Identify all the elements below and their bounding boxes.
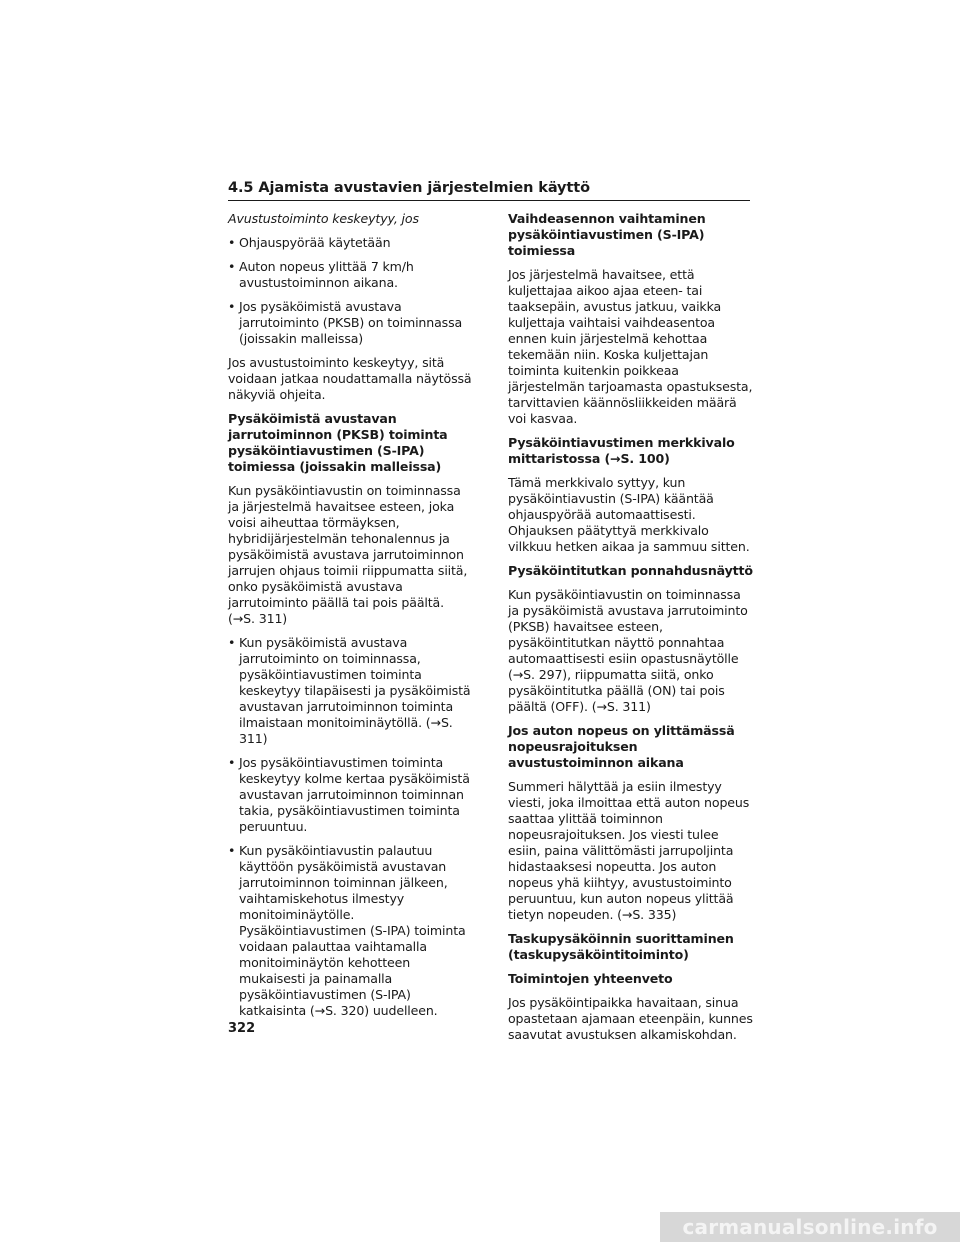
section-title: 4.5 Ajamista avustavien järjestelmien käyttö	[228, 180, 590, 196]
paragraph: Kun pysäköintiavustin on toiminnassa ja järjestelmä havaitsee esteen, joka voisi aiheuttaa törmäyksen, hybridijärjestelmän tehonalennus ja pysäköimistä avustava jarrutoiminnon jarrujen ohjaus toimii riippumatta siitä, onko pysäköimistä avustava jarrutoiminto päällä tai pois päältä. (→S. 311)	[228, 483, 468, 626]
page-number: 322	[228, 1021, 256, 1036]
paragraph: Summeri hälyttää ja esiin ilmestyy viesti, joka ilmoittaa että auton nopeus saattaa ylittää toiminnon nopeusrajoituksen. Jos viesti tulee esiin, paina välittömästi jarrupoljinta hidastaaksesi nopeutta. Jos auton nopeus yhä kiihtyy, avustustoiminto peruuntuu, kun auton nopeus ylittää tietyn nopeuden. (→S. 335)	[508, 779, 750, 922]
list-item: • Jos pysäköimistä avustava jarrutoiminto (PKSB) on toiminnassa (joissakin malleissa)	[228, 299, 474, 347]
subheading-indicator: Pysäköintiavustimen merkkivalo mittaristossa (→S. 100)	[508, 435, 735, 466]
subheading-radar-popup: Pysäköintitutkan ponnahdusnäyttö	[508, 563, 753, 578]
left-column	[228, 211, 474, 1027]
list-item: • Auton nopeus ylittää 7 km/h avustustoiminnon aikana.	[228, 259, 474, 291]
pksb-notes-list	[228, 635, 474, 1019]
subheading-summary: Toimintojen yhteenveto	[508, 971, 673, 986]
subheading-speed-limit: Jos auton nopeus on ylittämässä nopeusrajoituksen avustustoiminnon aikana	[508, 723, 735, 770]
subheading-pksb: Pysäköimistä avustavan jarrutoiminnon (PKSB) toiminta pysäköintiavustimen (S-IPA) toimiessa (joissakin malleissa)	[228, 411, 448, 474]
list-item: • Kun pysäköimistä avustava jarrutoiminto on toiminnassa, pysäköintiavustimen toiminta keskeytyy tilapäisesti ja pysäköimistä avustavan jarrutoiminnon toiminta ilmaistaan monitoiminäytöllä. (→S. 311)	[228, 635, 474, 747]
paragraph: Jos pysäköintipaikka havaitaan, sinua opastetaan ajamaan eteenpäin, kunnes saavutat avustuksen alkamiskohdan.	[508, 995, 753, 1042]
subheading-pocket-parking: Taskupysäköinnin suorittaminen (taskupysäköintitoiminto)	[508, 931, 734, 962]
list-item: • Ohjauspyörää käytetään	[228, 235, 474, 251]
list-item: • Kun pysäköintiavustin palautuu käyttöön pysäköimistä avustavan jarrutoiminnon toiminnan jälkeen, vaihtamiskehotus ilmestyy monitoiminäytölle. Pysäköintiavustimen (S-IPA) toiminta voidaan palauttaa vaihtamalla monitoiminäytön kehotteen mukaisesti ja painamalla pysäköintiavustimen (S-IPA) katkaisinta (→S. 320) uudelleen.	[228, 843, 474, 1019]
list-item: • Jos pysäköintiavustimen toiminta keskeytyy kolme kertaa pysäköimistä avustavan jarrutoiminnon toiminnan takia, pysäköintiavustimen toiminta peruuntuu.	[228, 755, 474, 835]
interrupt-conditions-list	[228, 235, 474, 347]
intro-text: Avustustoiminto keskeytyy, jos	[228, 211, 419, 226]
watermark: carmanualsonline.info	[660, 1212, 960, 1242]
section-header	[228, 180, 750, 201]
paragraph: Kun pysäköintiavustin on toiminnassa ja pysäköimistä avustava jarrutoiminto (PKSB) havaitsee esteen, pysäköintitutkan näyttö ponnahtaa automaattisesti esiin opastusnäytölle (→S. 297), riippumatta siitä, onko pysäköintitutka päällä (ON) tai pois päältä (OFF). (→S. 311)	[508, 587, 748, 714]
right-column	[508, 211, 754, 1051]
paragraph: Jos järjestelmä havaitsee, että kuljettajaa aikoo ajaa eteen- tai taaksepäin, avustus jatkuu, vaikka kuljettaja vaihtaisi vaihdeasentoa ennen kuin järjestelmä kehottaa tekemään niin. Koska kuljettajan toiminta kuitenkin poikkeaa järjestelmän tarjoamasta opastuksesta, tarvittavien käännösliikkeiden määrä voi kasvaa.	[508, 267, 753, 426]
subheading-gear-change: Vaihdeasennon vaihtaminen pysäköintiavustimen (S-IPA) toimiessa	[508, 211, 706, 258]
paragraph: Jos avustustoiminto keskeytyy, sitä voidaan jatkaa noudattamalla näytössä näkyviä ohjeita.	[228, 355, 472, 402]
paragraph: Tämä merkkivalo syttyy, kun pysäköintiavustin (S-IPA) kääntää ohjauspyörää automaattisesti. Ohjauksen päätyttyä merkkivalo vilkkuu hetken aikaa ja sammuu sitten.	[508, 475, 750, 554]
